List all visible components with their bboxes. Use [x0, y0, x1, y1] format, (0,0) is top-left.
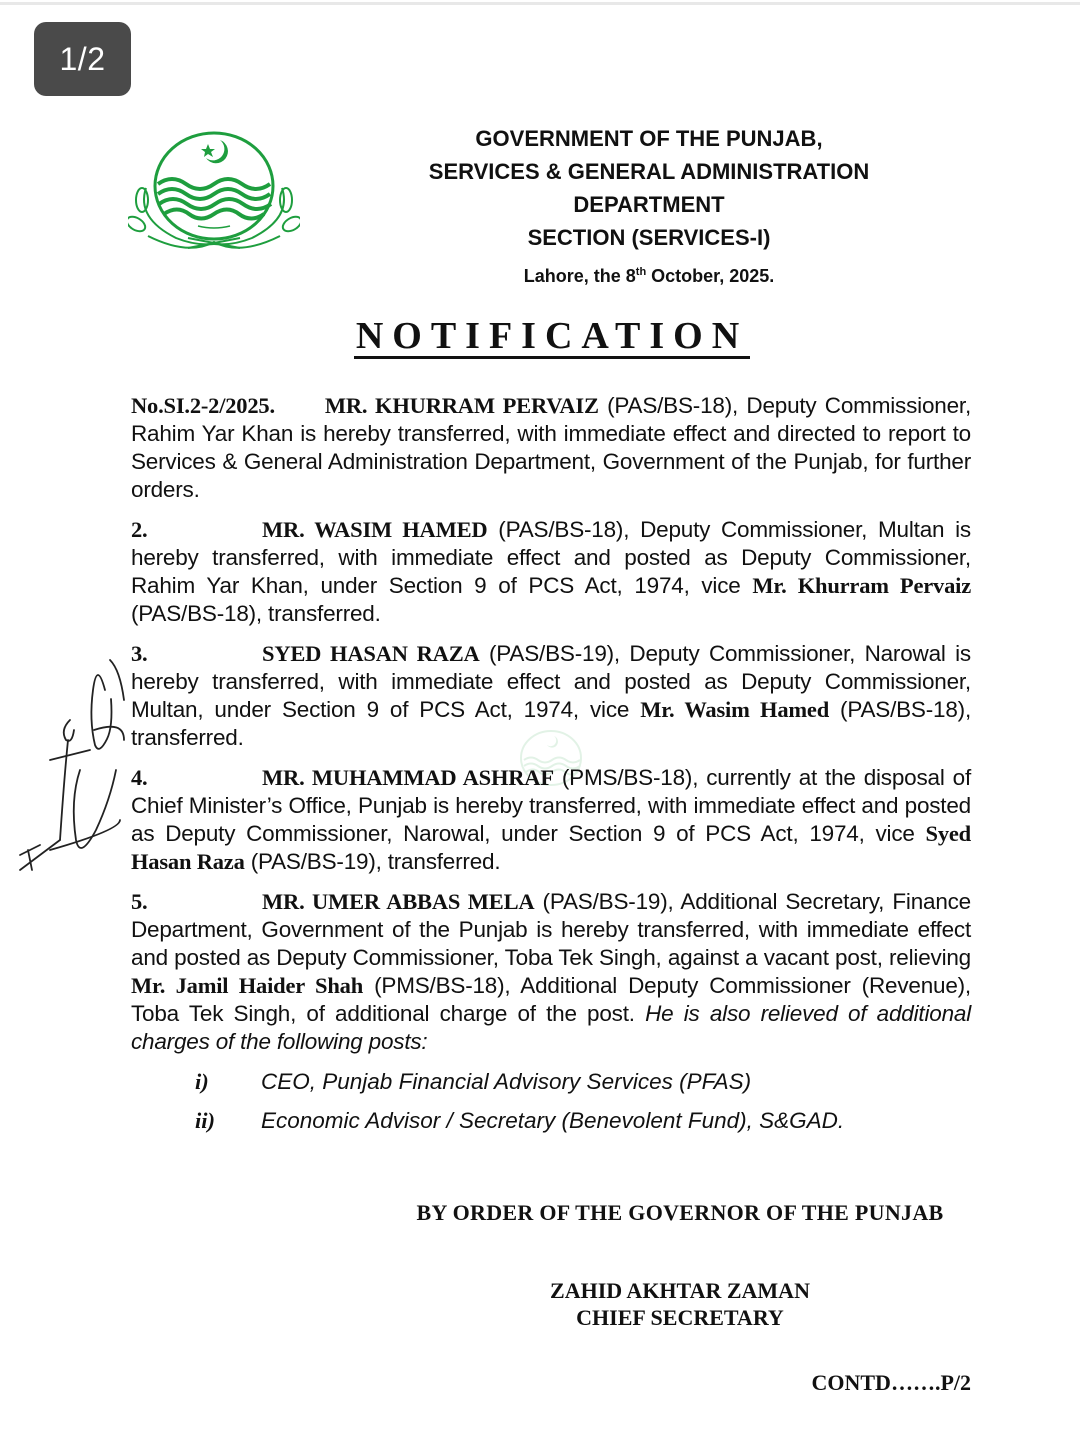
vice-officer-name: Mr. Wasim Hamed	[640, 697, 830, 722]
list-item-text: CEO, Punjab Financial Advisory Services (PFAS)	[261, 1069, 752, 1094]
paragraph-3	[131, 640, 971, 752]
page-indicator-text: 1/2	[59, 40, 106, 77]
officer-name: SYED HASAN RAZA	[262, 641, 480, 666]
paragraph-text: (PAS/BS-18), transferred.	[131, 601, 381, 626]
list-item	[195, 1062, 971, 1101]
paragraph-4	[131, 764, 971, 876]
paragraph-text: (PMS/BS-18), currently at the disposal of Chief Minister’s Office, Punjab is hereby transferred, with immediate effect and posted as Deputy Commissioner, Narowal, under Section 9 of PCS Act, 1974, vice	[131, 765, 971, 846]
officer-name: MR. MUHAMMAD ASHRAF	[262, 765, 554, 790]
list-item	[195, 1101, 971, 1140]
officer-name: MR. WASIM HAMED	[262, 517, 488, 542]
page-indicator-badge	[34, 22, 131, 96]
document-letterhead	[360, 122, 938, 254]
paragraph-5	[131, 888, 971, 1056]
paragraph-text: (PAS/BS-19), Deputy Commissioner, Narowal is hereby transferred, with immediate effect and posted as Deputy Commissioner, Multan, under Section 9 of PCS Act, 1974, vice	[131, 641, 971, 722]
paragraph-text: (PAS/BS-19), transferred.	[244, 849, 501, 874]
paragraph-text: (PAS/BS-19), Additional Secretary, Finance Department, Government of the Punjab is hereby transferred, with immediate effect and posted as Deputy Commissioner, Toba Tek Singh, against a vacant post, relieving	[131, 889, 971, 970]
paragraph-text: (PMS/BS-18), Additional Deputy Commissioner (Revenue), Toba Tek Singh, of additional charge of the post.	[131, 973, 971, 1026]
letterhead-line-section: SECTION (SERVICES-I)	[527, 225, 771, 250]
paragraph-number: 2.	[131, 517, 148, 542]
paragraph-number: 5.	[131, 889, 148, 914]
signatory-block	[480, 1277, 880, 1331]
notification-body	[131, 392, 971, 1140]
paragraph-text: (PAS/BS-18), Deputy Commissioner, Multan is hereby transferred, with immediate effect and posted as Deputy Commissioner, Rahim Yar Khan, under Section 9 of PCS Act, 1974, vice	[131, 517, 971, 598]
handwritten-signature	[10, 650, 130, 880]
paragraph-number: 4.	[131, 765, 148, 790]
additional-charges-list	[131, 1062, 971, 1140]
continued-marker: CONTD…….P/2	[811, 1370, 971, 1395]
paragraph-number: 3.	[131, 641, 148, 666]
paragraph-italic-text: He is also relieved of additional charges of the following posts:	[131, 1001, 971, 1054]
document-dateline	[360, 266, 938, 287]
by-order-line: BY ORDER OF THE GOVERNOR OF THE PUNJAB	[416, 1200, 944, 1225]
list-item-text: Economic Advisor / Secretary (Benevolent Fund), S&GAD.	[261, 1108, 845, 1133]
relieved-officer-name: Mr. Jamil Haider Shah	[131, 973, 364, 998]
paragraph-2	[131, 516, 971, 628]
officer-name: MR. KHURRAM PERVAIZ	[324, 393, 599, 418]
paragraph-text: (PAS/BS-18), Deputy Commissioner, Rahim Yar Khan is hereby transferred, with immediate effect and directed to report to Services & General Administration Department, Government of the Punjab, for further orders.	[131, 393, 971, 502]
list-item-numeral: i)	[195, 1069, 209, 1094]
letterhead-line-department-cont: DEPARTMENT	[573, 192, 725, 217]
letterhead-line-department: SERVICES & GENERAL ADMINISTRATION	[428, 159, 870, 184]
viewer-top-divider	[0, 2, 1080, 5]
officer-name: MR. UMER ABBAS MELA	[262, 889, 535, 914]
notification-reference-number: No.SI.2-2/2025.	[131, 393, 275, 418]
vice-officer-name: Syed Hasan Raza	[131, 821, 971, 874]
paragraph-text: (PAS/BS-18), transferred.	[131, 697, 971, 750]
signatory-name: ZAHID AKHTAR ZAMAN	[550, 1278, 810, 1303]
notification-title: NOTIFICATION	[355, 315, 749, 357]
date-ordinal-suffix: th	[635, 266, 647, 278]
letterhead-line-government: GOVERNMENT OF THE PUNJAB,	[475, 126, 823, 151]
paragraph-1	[131, 392, 971, 504]
date-prefix: Lahore, the 8	[523, 266, 636, 286]
list-item-numeral: ii)	[195, 1108, 215, 1133]
vice-officer-name: Mr. Khurram Pervaiz	[752, 573, 971, 598]
date-suffix: October, 2025.	[646, 266, 775, 286]
punjab-emblem-icon	[128, 128, 300, 254]
signatory-title: CHIEF SECRETARY	[576, 1305, 784, 1330]
